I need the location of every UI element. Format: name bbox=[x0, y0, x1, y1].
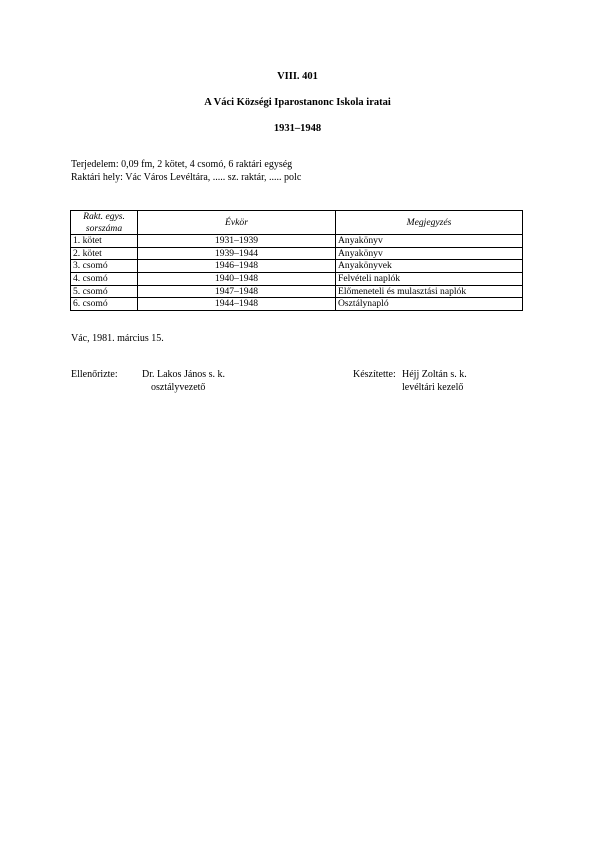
fonds-title: A Váci Községi Iparostanonc Iskola iratai bbox=[204, 97, 391, 108]
cell-years: 1931–1939 bbox=[138, 235, 336, 248]
header-unit-line2: sorszáma bbox=[85, 222, 123, 234]
checked-label: Ellenőrizte: bbox=[71, 369, 118, 380]
cell-unit: 4. csomó bbox=[71, 272, 138, 285]
table-row bbox=[71, 285, 523, 298]
inventory-table bbox=[70, 210, 523, 311]
cell-unit: 5. csomó bbox=[71, 285, 138, 298]
cell-years: 1944–1948 bbox=[138, 298, 336, 311]
cell-note: Előmeneteli és mulasztási naplók bbox=[336, 285, 523, 298]
cell-unit: 6. csomó bbox=[71, 298, 138, 311]
cell-years: 1940–1948 bbox=[138, 272, 336, 285]
table-row bbox=[71, 247, 523, 260]
table-row bbox=[71, 235, 523, 248]
cell-note: Osztálynapló bbox=[336, 298, 523, 311]
table-row bbox=[71, 298, 523, 311]
cell-years: 1939–1944 bbox=[138, 247, 336, 260]
header-years: Évkör bbox=[138, 211, 336, 235]
table-row bbox=[71, 260, 523, 273]
header-unit bbox=[71, 211, 138, 235]
checked-role: osztályvezető bbox=[151, 382, 206, 393]
cell-years: 1947–1948 bbox=[138, 285, 336, 298]
cell-unit: 1. kötet bbox=[71, 235, 138, 248]
extent-line: Terjedelem: 0,09 fm, 2 kötet, 4 csomó, 6 raktári egység bbox=[71, 159, 293, 170]
cell-note: Anyakönyvek bbox=[336, 260, 523, 273]
cell-note: Felvételi naplók bbox=[336, 272, 523, 285]
fonds-years: 1931–1948 bbox=[273, 123, 322, 134]
cell-unit: 3. csomó bbox=[71, 260, 138, 273]
prepared-name: Héjj Zoltán s. k. bbox=[402, 369, 467, 380]
prepared-role: levéltári kezelő bbox=[402, 382, 464, 393]
table-row bbox=[71, 272, 523, 285]
prepared-label: Készítette: bbox=[353, 369, 396, 380]
cell-note: Anyakönyv bbox=[336, 235, 523, 248]
location-line: Raktári hely: Vác Város Levéltára, ..... sz. raktár, ..... polc bbox=[71, 172, 302, 183]
fonds-code: VIII. 401 bbox=[277, 71, 318, 82]
cell-note: Anyakönyv bbox=[336, 247, 523, 260]
header-note: Megjegyzés bbox=[336, 211, 523, 235]
checked-name: Dr. Lakos János s. k. bbox=[142, 369, 226, 380]
cell-unit: 2. kötet bbox=[71, 247, 138, 260]
table-header-row bbox=[71, 211, 523, 235]
header-unit-line1: Rakt. egys. bbox=[83, 211, 125, 222]
place-date: Vác, 1981. március 15. bbox=[71, 333, 164, 344]
cell-years: 1946–1948 bbox=[138, 260, 336, 273]
